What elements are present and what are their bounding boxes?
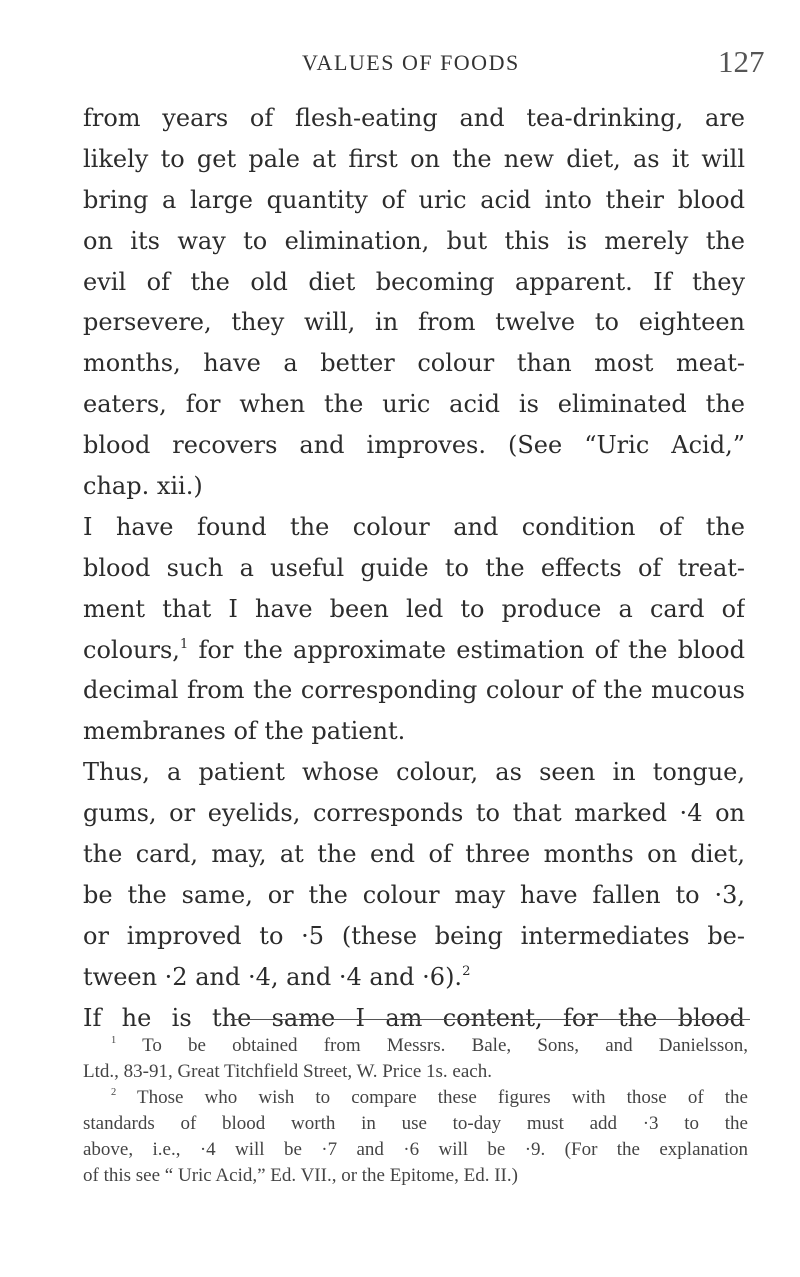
footnote-line xyxy=(83,1085,748,1111)
text-line: months, have a better colour than most meat- xyxy=(83,349,745,378)
footnote-mark-1: 1 xyxy=(111,1035,117,1047)
footnote-line: above, i.e., ·4 will be ·7 and ·6 will be ·9. (For the explanation xyxy=(83,1139,748,1160)
text-line: eaters, for when the uric acid is eliminated the xyxy=(83,390,745,419)
footnote-mark-2: 2 xyxy=(111,1087,117,1099)
footnote-line: of this see “ Uric Acid,” Ed. VII., or the Epitome, Ed. II.) xyxy=(83,1165,518,1186)
text-line: chap. xii.) xyxy=(83,472,203,501)
text-line: decimal from the corresponding colour of the mucous xyxy=(83,676,745,705)
text-line: ment that I have been led to produce a card of xyxy=(83,594,745,623)
text-line: Thus, a patient whose colour, as seen in tongue, xyxy=(83,758,745,787)
footnote-text: Those who wish to compare these figures with those of the xyxy=(136,1087,748,1108)
footnote-ref-1: 1 xyxy=(179,636,189,652)
text-line: persevere, they will, in from twelve to eighteen xyxy=(83,308,745,337)
footnote-ref-2: 2 xyxy=(462,963,471,979)
text-line: membranes of the patient. xyxy=(83,717,406,746)
text-line: blood such a useful guide to the effects of treat- xyxy=(83,553,745,582)
text-line: blood recovers and improves. (See “Uric Acid,” xyxy=(83,431,745,460)
text-fragment: for the approximate estimation of the blood xyxy=(188,635,745,664)
footnote-line: Ltd., 83-91, Great Titchfield Street, W. Price 1s. each. xyxy=(83,1061,492,1082)
text-line: I have found the colour and condition of the xyxy=(83,512,745,541)
footnote-line xyxy=(83,1033,748,1059)
text-line: or improved to ·5 (these being intermediates be- xyxy=(83,921,745,950)
text-line: likely to get pale at first on the new diet, as it will xyxy=(83,144,745,173)
text-line: be the same, or the colour may have fallen to ·3, xyxy=(83,880,745,909)
text-line: bring a large quantity of uric acid into their blood xyxy=(83,185,745,214)
running-title: VALUES OF FOODS xyxy=(302,50,520,75)
text-line: If he is the same I am content, for the blood xyxy=(83,1003,745,1032)
text-line: gums, or eyelids, corresponds to that marked ·4 on xyxy=(83,799,745,828)
body-text xyxy=(83,98,745,1038)
text-line: on its way to elimination, but this is merely the xyxy=(83,226,745,255)
text-line xyxy=(83,630,745,671)
running-head xyxy=(0,44,800,84)
text-line: the card, may, at the end of three months on diet, xyxy=(83,840,745,869)
text-fragment: tween ·2 and ·4, and ·4 and ·6). xyxy=(83,962,463,991)
footnote-rule xyxy=(231,1019,750,1020)
footnote-line: standards of blood worth in use to-day must add ·3 to the xyxy=(83,1113,748,1134)
footnote-text: To be obtained from Messrs. Bale, Sons, and Danielsson, xyxy=(142,1035,748,1056)
text-line: evil of the old diet becoming apparent. If they xyxy=(83,267,745,296)
text-line xyxy=(83,957,745,998)
page-number: 127 xyxy=(718,44,765,79)
text-line: from years of flesh-eating and tea-drinking, are xyxy=(83,104,745,132)
footnotes xyxy=(83,1033,748,1189)
text-fragment: colours, xyxy=(83,635,180,664)
